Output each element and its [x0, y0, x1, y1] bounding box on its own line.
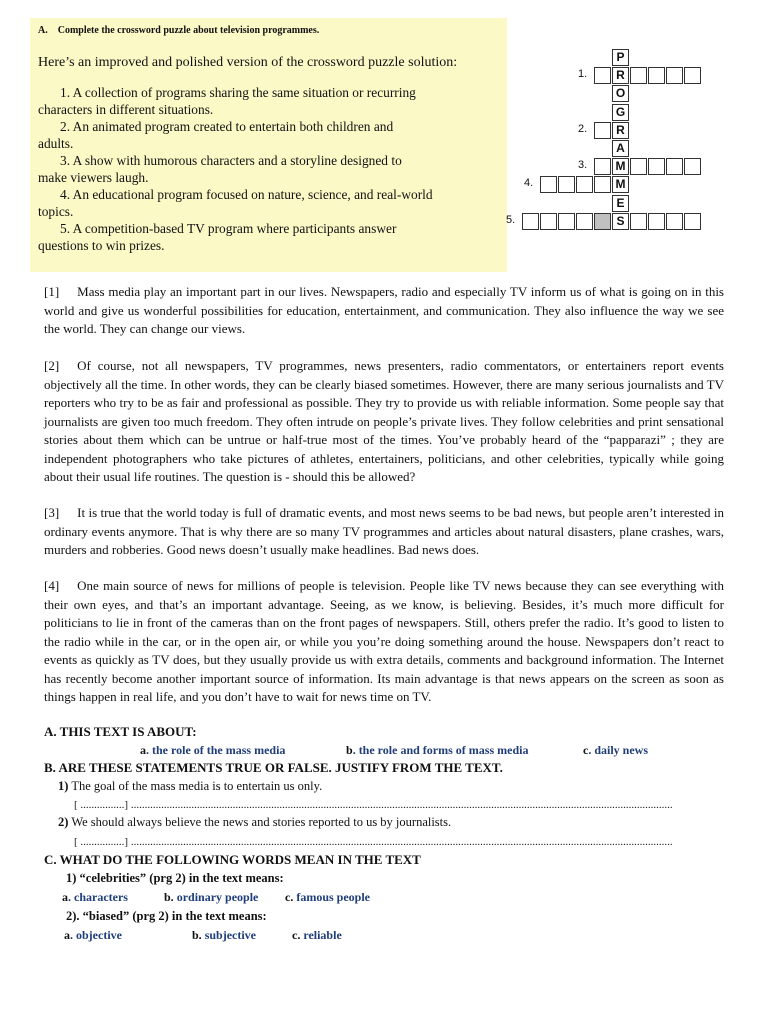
crossword-cell[interactable]: [630, 67, 647, 84]
clue-2: 2. An animated program created to entertain both children and: [60, 119, 394, 134]
option-text: reliable: [300, 928, 342, 942]
crossword-number: 3.: [578, 159, 588, 172]
crossword-cell[interactable]: [684, 158, 701, 175]
paragraph-text: One main source of news for millions of people is television. People like TV news because they can see everything with their own eyes, and that’s an important advantage. Seeing, as we know, is believing. Besides, it’s much more difficult for politicians to lie in front of the cameras than on the front pages of newspapers. Still, others prefer the radio. It’s good to listen to the radio while in the car, or in the open air, or while you you’re doing something around the house. Newspapers don’t react to events as quickly as TV does, but they usually provide us with extra details, comments and background information. The Internet has recently become another important source of information. Its main advantage is that news appears on the screen as soon as things happen in real life, and you don’t have to wait for news time on TV.: [44, 578, 724, 704]
clue-4-cont: topics.: [38, 204, 74, 219]
paragraph-text: Of course, not all newspapers, TV programmes, news presenters, radio commentators, or entertainers report events objectively all the time. In other words, they can be clearly biased sometimes. However, there are many serious journalists and TV reporters who try to be as fair and professional as possible. They try to provide us with reliable information. Some people say that journalists are given too much freedom. They often intrude on people’s private lives. They follow celebrities and print sensational stories about them which can be untrue or half-true most of the times. You’ve probably heard of the “papparazi” ; they are independent photographers who take pictures of athletes, entertainers, politicians, and other celebrities, typically while going about their usual life routines. The question is - should this be allowed?: [44, 358, 724, 484]
answer-line-1[interactable]: [ ................] .....................................................................................................................................................................................................: [74, 799, 673, 811]
option-text: famous people: [293, 890, 370, 904]
option-text: . objective: [70, 928, 122, 942]
option-subjective[interactable]: [192, 928, 256, 943]
statement-2: [58, 815, 451, 830]
statement-text: The goal of the mass media is to entertain us only.: [68, 779, 323, 793]
option-characters[interactable]: [62, 890, 128, 905]
option-letter: c: [583, 743, 589, 757]
option-a-mass-media-role[interactable]: [140, 743, 285, 758]
crossword-cell[interactable]: R: [612, 67, 629, 84]
crossword-cell[interactable]: [594, 176, 611, 193]
crossword-cell[interactable]: [540, 213, 557, 230]
paragraph-4: [44, 577, 724, 707]
crossword-number: 4.: [524, 177, 534, 190]
crossword-cell[interactable]: [666, 158, 683, 175]
crossword-cell[interactable]: M: [612, 176, 629, 193]
clue-5: 5. A competition-based TV program where participants answer: [60, 221, 397, 236]
crossword-cell[interactable]: [594, 67, 611, 84]
crossword-cell[interactable]: [594, 213, 611, 230]
clue-2-cont: adults.: [38, 136, 74, 151]
paragraph-2: [44, 357, 724, 487]
statement-number: 2): [58, 815, 69, 829]
paragraph-number: [1]: [44, 284, 60, 299]
statement-number: 1): [58, 779, 69, 793]
crossword-cell[interactable]: [522, 213, 539, 230]
option-letter: c.: [285, 890, 294, 904]
clue-1-cont: characters in different situations.: [38, 102, 214, 117]
crossword-cell[interactable]: [576, 213, 593, 230]
option-text: . characters: [68, 890, 128, 904]
option-ordinary-people[interactable]: [164, 890, 258, 905]
option-letter: b: [346, 743, 353, 757]
crossword-cell[interactable]: [648, 213, 665, 230]
crossword-cell[interactable]: [648, 158, 665, 175]
crossword-cell[interactable]: [594, 158, 611, 175]
crossword-number: 5.: [506, 213, 516, 226]
statement-text: We should always believe the news and stories reported to us by journalists.: [68, 815, 452, 829]
option-reliable[interactable]: [292, 928, 342, 943]
task-title: A. Complete the crossword puzzle about television programmes.: [38, 25, 320, 36]
option-letter: a: [64, 928, 70, 942]
crossword-cell[interactable]: G: [612, 104, 629, 121]
statement-1: [58, 779, 322, 794]
option-letter: c.: [292, 928, 301, 942]
clue-5-cont: questions to win prizes.: [38, 238, 165, 253]
crossword-cell[interactable]: [684, 213, 701, 230]
intro-text: Here’s an improved and polished version of the crossword puzzle solution:: [38, 55, 458, 70]
paragraph-number: [4]: [44, 578, 60, 593]
option-letter: b.: [164, 890, 174, 904]
crossword-cell[interactable]: [684, 67, 701, 84]
option-letter: a: [140, 743, 146, 757]
option-objective[interactable]: [64, 928, 122, 943]
clue-4: 4. An educational program focused on nature, science, and real-world: [60, 187, 433, 202]
crossword-cell[interactable]: [576, 176, 593, 193]
answer-line-2[interactable]: [ ................] .....................................................................................................................................................................................................: [74, 836, 673, 848]
option-b-role-and-forms[interactable]: [346, 743, 528, 758]
paragraph-1: [44, 283, 724, 339]
section-b-heading: B. ARE THESE STATEMENTS TRUE OR FALSE. JUSTIFY FROM THE TEXT.: [44, 760, 503, 775]
paragraph-number: [3]: [44, 505, 60, 520]
paragraph-text: It is true that the world today is full of dramatic events, and most news seems to be bad news, but people aren’t interested in ordinary events anymore. That is why there are so many TV programmes and articles about natural disasters, plane crashes, wars, murders and robberies. Good news doesn’t usually make headlines. Bad news does.: [44, 505, 724, 557]
crossword-cell[interactable]: [540, 176, 557, 193]
clue-1: 1. A collection of programs sharing the same situation or recurring: [60, 85, 416, 100]
paragraph-3: [44, 504, 724, 560]
crossword-cell[interactable]: [594, 122, 611, 139]
option-text: . the role and forms of mass media: [352, 743, 529, 757]
crossword-cell[interactable]: [558, 176, 575, 193]
option-text: ordinary people: [173, 890, 259, 904]
crossword-cell[interactable]: A: [612, 140, 629, 157]
crossword-cell[interactable]: [630, 158, 647, 175]
crossword-number: 1.: [578, 68, 588, 81]
crossword-number: 2.: [578, 122, 588, 135]
option-text: . the role of the mass media: [146, 743, 286, 757]
option-c-daily-news[interactable]: [583, 743, 648, 758]
question-celebrities: 1) “celebrities” (prg 2) in the text means:: [66, 871, 284, 885]
option-text: subjective: [201, 928, 257, 942]
crossword-cell[interactable]: [630, 213, 647, 230]
question-biased: 2). “biased” (prg 2) in the text means:: [66, 909, 267, 923]
option-text: . daily news: [588, 743, 649, 757]
option-famous-people[interactable]: [285, 890, 370, 905]
crossword-cell[interactable]: E: [612, 195, 629, 212]
section-a-heading: A. THIS TEXT IS ABOUT:: [44, 724, 197, 739]
crossword-cell[interactable]: M: [612, 158, 629, 175]
section-c-heading: C. WHAT DO THE FOLLOWING WORDS MEAN IN THE TEXT: [44, 852, 421, 867]
crossword-cell[interactable]: P: [612, 49, 629, 66]
option-letter: b.: [192, 928, 202, 942]
paragraph-number: [2]: [44, 358, 60, 373]
clue-list: [38, 84, 500, 254]
paragraph-text: Mass media play an important part in our lives. Newspapers, radio and especially TV inform us of what is going on in this world and give us wonderful possibilities for education, entertainment, and communication. They also influence the way we see the world. They can change our views.: [44, 284, 724, 336]
crossword-cell[interactable]: [666, 213, 683, 230]
crossword-cell[interactable]: R: [612, 122, 629, 139]
crossword-cell[interactable]: O: [612, 85, 629, 102]
crossword-cell[interactable]: S: [612, 213, 629, 230]
crossword-cell[interactable]: [558, 213, 575, 230]
option-letter: a: [62, 890, 68, 904]
crossword-cell[interactable]: [648, 67, 665, 84]
clue-3: 3. A show with humorous characters and a storyline designed to: [60, 153, 402, 168]
clue-3-cont: make viewers laugh.: [38, 170, 149, 185]
crossword-cell[interactable]: [666, 67, 683, 84]
